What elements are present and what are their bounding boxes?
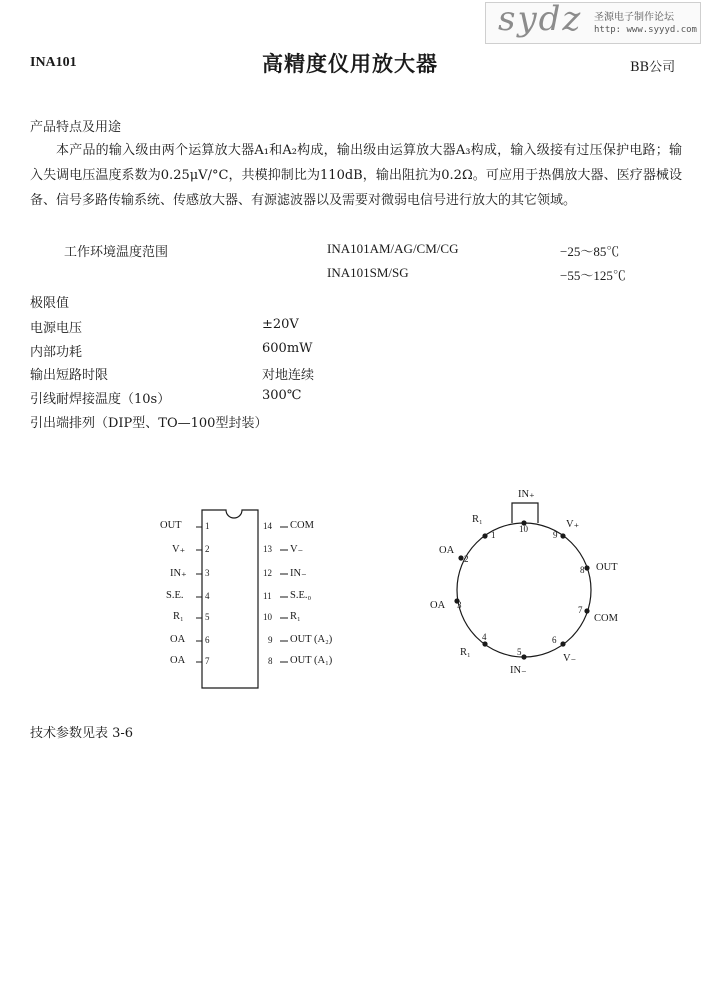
dip-pin-14-number: 14 (263, 521, 272, 531)
dip-pin-1-number: 1 (205, 521, 210, 531)
limit-label-short: 输出短路时限 (30, 368, 109, 383)
limit-label-supply: 电源电压 (30, 321, 83, 336)
dip-pin-3-number: 3 (205, 568, 210, 578)
dip-pin-10-label: R₁ (290, 611, 301, 622)
dip-pin-13-label: V₋ (290, 544, 304, 555)
dip-pin-2-label: V₊ (172, 544, 186, 555)
dip-pin-8-number: 8 (268, 656, 273, 666)
limit-label-power: 内部功耗 (30, 345, 83, 360)
to100-pin-5-label: IN₋ (510, 665, 527, 676)
tech-params-reference: 技术参数见表 3-6 (30, 726, 134, 741)
watermark-name: 圣源电子制作论坛 (594, 12, 674, 23)
limit-value-power: 600mW (262, 341, 313, 356)
dip-pin-3-label: IN₊ (170, 568, 187, 579)
to100-pin-6-label: V₋ (563, 653, 577, 664)
temp-range-1: −25～85℃ (560, 244, 620, 259)
to100-pin-3-label: OA (430, 600, 446, 611)
features-text: 本产品的输入级由两个运算放大器A₁和A₂构成，输出级由运算放大器A₃构成，输入级接有过压保护电路；输入失调电压温度系数为0.25μV/°C，共模抑制比为110dB，输出阻抗为0.2Ω。可应用于热偶放大器、医疗器械设备、信号多路传输系统、传感放大器、有源滤波器以及需要对微弱电信号进行放大的其它领域。 (30, 143, 682, 208)
temp-model-1: INA101AM/AG/CM/CG (327, 241, 459, 256)
dip-pin-8-label: OUT (A₁) (290, 655, 333, 666)
watermark-url: http: www.syyyd.com (594, 25, 697, 35)
pinout-heading: 引出端排列（DIP型、TO—100型封装） (30, 416, 268, 431)
dip-pin-9-label: OUT (A₂) (290, 634, 333, 645)
to100-pin-7-label: COM (594, 613, 618, 624)
to100-pin-6-number: 6 (552, 635, 557, 645)
to100-pin-2-label: OA (439, 545, 455, 556)
dip-pin-11-number: 11 (263, 591, 272, 601)
to100-pin-4-label: R₁ (460, 647, 471, 658)
to100-pin-10-number: 10 (519, 524, 528, 534)
to100-pin-8-number: 8 (580, 565, 585, 575)
dip-pin-12-number: 12 (263, 568, 272, 578)
dip-pin-4-label: S.E. (166, 590, 184, 601)
dip-pin-7-label: OA (170, 655, 186, 666)
dip-pin-1-label: OUT (160, 520, 182, 531)
dip-pin-4-number: 4 (205, 591, 210, 601)
limit-value-supply: ±20V (262, 317, 299, 332)
dip-pin-7-number: 7 (205, 656, 210, 666)
dip-pin-5-number: 5 (205, 612, 210, 622)
temp-range-2: −55～125℃ (560, 268, 626, 283)
to100-pin-9-number: 9 (553, 530, 558, 540)
dip-pin-13-number: 13 (263, 544, 272, 554)
dip-pin-6-label: OA (170, 634, 186, 645)
dip-pin-6-number: 6 (205, 635, 210, 645)
company-name: BB公司 (630, 60, 676, 75)
to100-pin-3-number: 3 (457, 600, 462, 610)
to100-pin-1-label: R₁ (472, 514, 483, 525)
to100-pin-7-number: 7 (578, 605, 583, 615)
dip-pin-14-label: COM (290, 520, 314, 531)
temp-range-label: 工作环境温度范围 (64, 245, 169, 260)
part-code: INA101 (30, 55, 77, 70)
to100-pin-1-number: 1 (491, 530, 496, 540)
limit-value-short: 对地连续 (262, 368, 315, 383)
dip-pin-12-label: IN₋ (290, 568, 307, 579)
to100-pin-10-label: IN₊ (518, 489, 535, 500)
dip-pin-9-number: 9 (268, 635, 273, 645)
to100-pin-9-label: V₊ (566, 519, 580, 530)
to100-pin-2-number: 2 (464, 554, 469, 564)
dip-pin-2-number: 2 (205, 544, 210, 554)
limit-label-solder: 引线耐焊接温度（10s） (30, 392, 171, 407)
to100-pin-4-number: 4 (482, 632, 487, 642)
dip-pin-10-number: 10 (263, 612, 272, 622)
dip-pin-5-label: R₁ (173, 611, 184, 622)
features-heading: 产品特点及用途 (30, 120, 122, 135)
to100-pin-5-number: 5 (517, 647, 522, 657)
limit-value-solder: 300℃ (262, 388, 302, 403)
limits-heading: 极限值 (30, 296, 70, 311)
temp-model-2: INA101SM/SG (327, 265, 409, 280)
watermark-word: sydz (498, 0, 583, 39)
to100-pin-8-label: OUT (596, 562, 618, 573)
page-title: 高精度仪用放大器 (262, 51, 438, 76)
dip-pin-11-label: S.E.₀ (290, 590, 312, 601)
